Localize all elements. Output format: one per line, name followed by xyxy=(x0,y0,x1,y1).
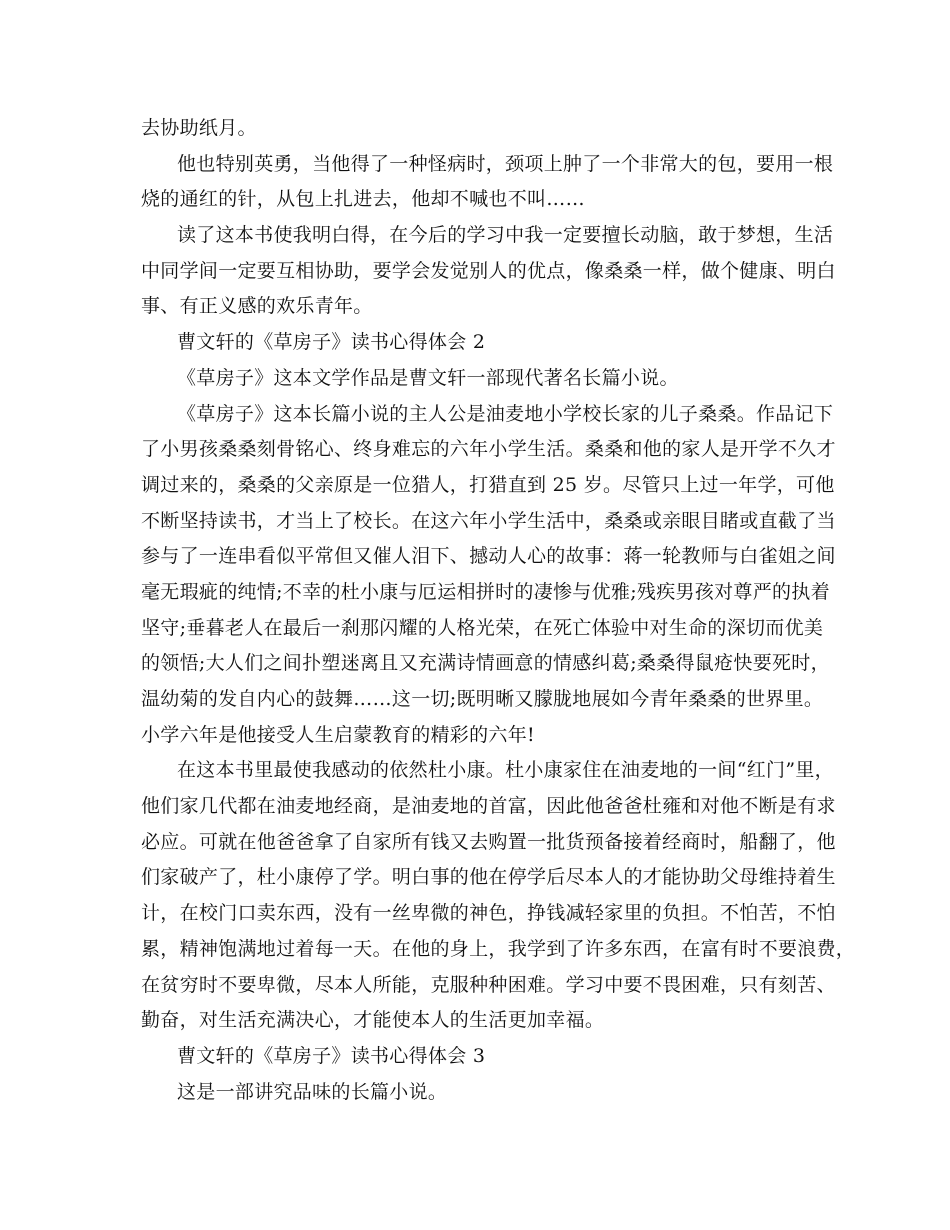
text-line: 温幼菊的发自内心的鼓舞……这一切;既明晰又朦胧地展如今青年桑桑的世界里。 xyxy=(141,688,824,710)
text-line: 在贫穷时不要卑微，尽本人所能，克服种种困难。学习中要不畏困难，只有刻苦、 xyxy=(141,973,836,996)
text-line: 参与了一连串看似平常但又催人泪下、撼动人心的故事：蒋一轮教师与白雀姐之间 xyxy=(141,545,836,568)
text-line: 的领悟;大人们之间扑塑迷离且又充满诗情画意的情感纠葛;桑桑得鼠疮快要死时， xyxy=(141,652,830,675)
document-body xyxy=(141,111,856,1110)
text-line: 们家破产了，杜小康停了学。明白事的他在停学后尽本人的才能协助父母维持着生 xyxy=(141,866,836,889)
text-line: 这是一部讲究品味的长篇小说。 xyxy=(177,1080,448,1103)
text-line: 调过来的，桑桑的父亲原是一位猎人，打猎直到 25 岁。尽管只上过一年学，可他 xyxy=(141,473,835,496)
text-line: 烧的通红的针，从包上扎进去，他却不喊也不叫…… xyxy=(141,188,585,211)
section-heading: 曹文轩的《草房子》读书心得体会 2 xyxy=(177,331,486,354)
text-line: 毫无瑕疵的纯情;不幸的杜小康与厄运相拼时的凄惨与优雅;残疾男孩对尊严的执着 xyxy=(141,580,830,603)
section-heading: 曹文轩的《草房子》读书心得体会 3 xyxy=(177,1044,486,1067)
text-line: 计，在校门口卖东西，没有一丝卑微的神色，挣钱减轻家里的负担。不怕苦，不怕 xyxy=(141,902,836,925)
text-line: 读了这本书使我明白得，在今后的学习中我一定要擅长动脑，敢于梦想，生活 xyxy=(177,224,834,247)
text-line: 必应。可就在他爸爸拿了自家所有钱又去购置一批货预备接着经商时，船翻了，他 xyxy=(141,830,836,853)
text-line: 坚守;垂暮老人在最后一刹那闪耀的人格光荣，在死亡体验中对生命的深切而优美 xyxy=(141,616,824,639)
text-line: 去协助纸月。 xyxy=(141,117,257,139)
text-line: 中同学间一定要互相协助，要学会发觉别人的优点，像桑桑一样，做个健康、明白 xyxy=(141,259,836,282)
text-line: 勤奋，对生活充满决心，才能使本人的生活更加幸福。 xyxy=(141,1009,605,1032)
text-line: 在这本书里最使我感动的依然杜小康。杜小康家住在油麦地的一间“红门”里， xyxy=(177,759,834,782)
text-line: 了小男孩桑桑刻骨铭心、终身难忘的六年小学生活。桑桑和他的家人是开学不久才 xyxy=(141,438,836,461)
text-line: 累，精神饱满地过着每一天。在他的身上，我学到了许多东西，在富有时不要浪费， xyxy=(141,937,856,960)
text-line: 他也特别英勇，当他得了一种怪病时，颈项上肿了一个非常大的包，要用一根 xyxy=(177,152,834,175)
text-line: 他们家几代都在油麦地经商，是油麦地的首富，因此他爸爸杜雍和对他不断是有求 xyxy=(141,795,836,818)
text-line: 事、有正义感的欢乐青年。 xyxy=(141,295,373,318)
text-line: 《草房子》这本长篇小说的主人公是油麦地小学校长家的儿子桑桑。作品记下 xyxy=(177,402,834,425)
text-line: 小学六年是他接受人生启蒙教育的精彩的六年! xyxy=(141,723,535,746)
text-line: 《草房子》这本文学作品是曹文轩一部现代著名长篇小说。 xyxy=(177,366,679,389)
text-line: 不断坚持读书，才当上了校长。在这六年小学生活中，桑桑或亲眼目睹或直截了当 xyxy=(141,509,836,532)
